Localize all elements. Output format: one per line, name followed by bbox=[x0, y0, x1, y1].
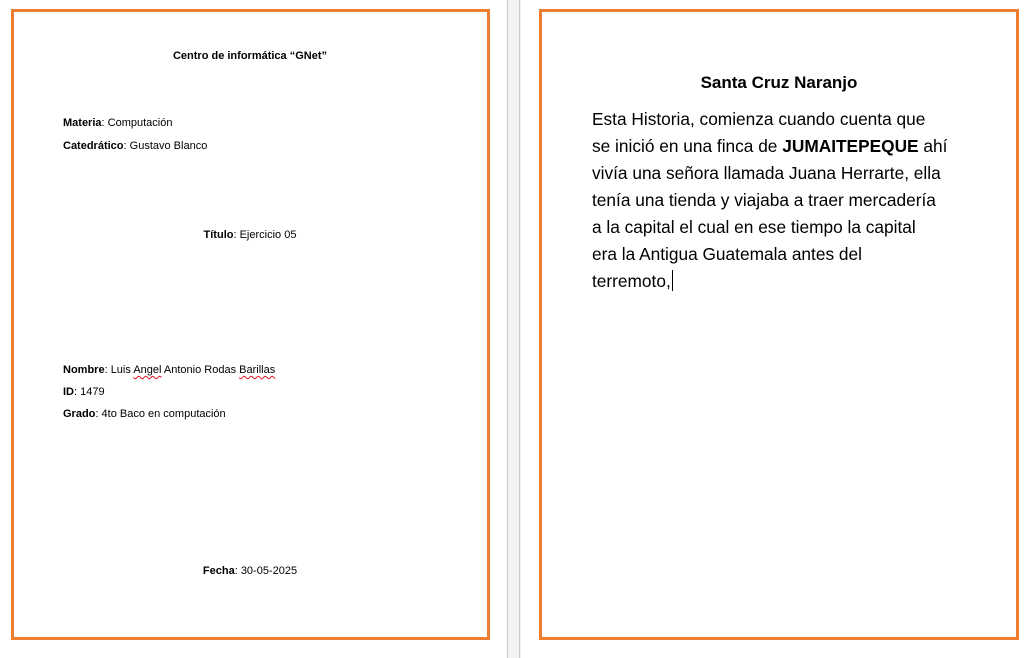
story-line: tenía una tienda y viajaba a traer mercadería bbox=[592, 190, 936, 210]
field-value: Ejercicio 05 bbox=[239, 229, 297, 241]
story-title[interactable]: Santa Cruz Naranjo bbox=[700, 73, 858, 92]
spellcheck-word[interactable]: Barillas bbox=[239, 364, 276, 376]
field-value: 30-05-2025 bbox=[240, 565, 298, 577]
field-label: Materia bbox=[63, 117, 102, 129]
field-label: Fecha bbox=[202, 565, 235, 577]
field-label: Nombre bbox=[63, 364, 105, 376]
cover-field-materia[interactable]: Materia: Computación bbox=[63, 117, 173, 129]
story-line bbox=[592, 268, 972, 295]
story-line bbox=[592, 133, 972, 160]
field-value-part: Antonio Rodas bbox=[161, 364, 240, 376]
field-label: ID bbox=[63, 386, 74, 398]
story-paragraph[interactable] bbox=[592, 106, 972, 295]
story-line: a la capital el cual en ese tiempo la capital bbox=[592, 217, 916, 237]
field-value: Computación bbox=[107, 117, 173, 129]
field-label: Catedrático bbox=[63, 140, 124, 152]
page-border-cover bbox=[11, 9, 490, 640]
spellcheck-word[interactable]: Angel bbox=[133, 364, 162, 376]
story-text: ahí bbox=[918, 136, 948, 156]
page-border-story bbox=[539, 9, 1019, 640]
cover-header[interactable]: Centro de informática “GNet” bbox=[172, 50, 328, 62]
field-value-part: Luis bbox=[110, 364, 134, 376]
field-value: 4to Baco en computación bbox=[101, 408, 226, 420]
page-divider-line bbox=[519, 0, 520, 658]
cover-field-grado[interactable]: Grado: 4to Baco en computación bbox=[63, 408, 226, 420]
story-bold-text: JUMAITEPEQUE bbox=[782, 136, 919, 156]
story-line: Esta Historia, comienza cuando cuenta que bbox=[592, 109, 926, 129]
cover-field-nombre[interactable]: Nombre: Luis Angel Antonio Rodas Barillas bbox=[63, 364, 276, 376]
story-text: terremoto, bbox=[592, 271, 671, 291]
field-label: Grado bbox=[63, 408, 96, 420]
story-line: vivía una señora llamada Juana Herrarte, ella bbox=[592, 163, 941, 183]
cover-field-fecha[interactable]: Fecha: 30-05-2025 bbox=[202, 565, 298, 577]
field-value: 1479 bbox=[80, 386, 105, 398]
story-text: se inició en una finca de bbox=[592, 136, 783, 156]
text-cursor bbox=[672, 270, 673, 291]
field-label: Título bbox=[203, 229, 234, 241]
cover-field-titulo[interactable]: Título: Ejercicio 05 bbox=[203, 229, 297, 241]
cover-field-catedratico[interactable]: Catedrático: Gustavo Blanco bbox=[63, 140, 208, 152]
cover-field-id[interactable]: ID: 1479 bbox=[63, 386, 105, 398]
field-value: Gustavo Blanco bbox=[129, 140, 208, 152]
story-line: era la Antigua Guatemala antes del bbox=[592, 244, 862, 264]
page-divider-line bbox=[507, 0, 508, 658]
